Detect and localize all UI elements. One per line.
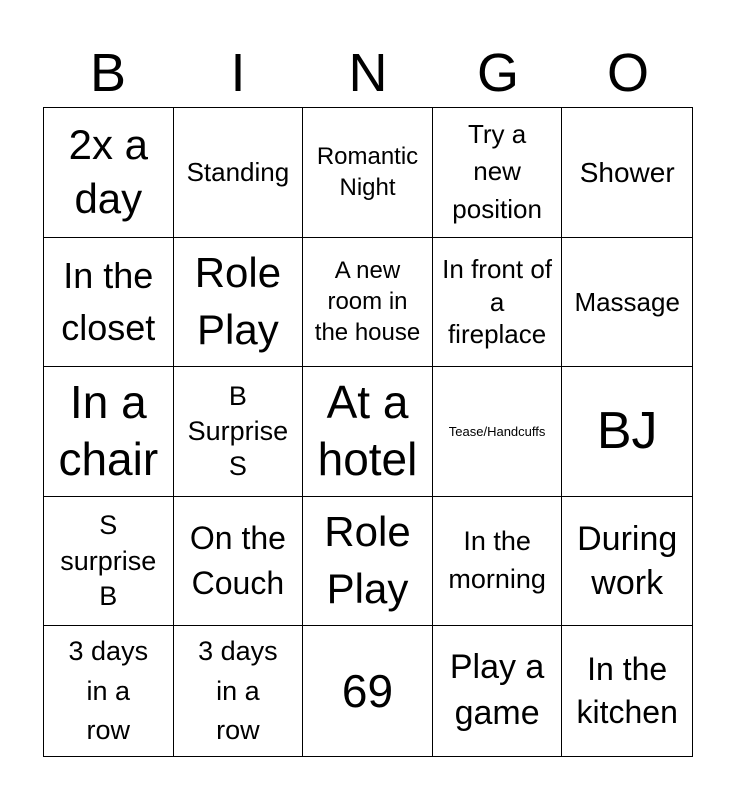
bingo-cell[interactable]: Shower	[562, 108, 692, 238]
bingo-cell[interactable]: A new room in the house	[303, 238, 433, 368]
bingo-cell[interactable]: In front of a fireplace	[433, 238, 563, 368]
bingo-cell[interactable]: Romantic Night	[303, 108, 433, 238]
header-letter-b: B	[89, 43, 127, 103]
bingo-cell[interactable]: Tease/Handcuffs	[433, 367, 563, 497]
header-letter-g: G	[476, 43, 519, 103]
bingo-cell[interactable]: Role Play	[174, 238, 304, 368]
bingo-cell[interactable]: Massage	[562, 238, 692, 368]
bingo-cell[interactable]: Role Play	[303, 497, 433, 627]
bingo-cell[interactable]: BJ	[562, 367, 692, 497]
bingo-cell[interactable]: Play a game	[433, 626, 563, 756]
bingo-cell[interactable]: In the kitchen	[576, 651, 678, 731]
bingo-cell[interactable]: In a chair	[44, 367, 174, 497]
bingo-cell[interactable]: On the Couch	[174, 497, 304, 627]
bingo-cell[interactable]: B Surprise S	[174, 367, 304, 497]
bingo-cell[interactable]: S surprise B	[44, 497, 174, 627]
header-letter-i: I	[230, 43, 246, 103]
bingo-card	[43, 107, 693, 757]
bingo-cell[interactable]: In the closet	[44, 238, 174, 368]
bingo-cell[interactable]: 2x a day	[44, 108, 174, 238]
bingo-cell[interactable]: 69	[303, 626, 433, 756]
bingo-header	[43, 38, 693, 108]
bingo-cell[interactable]: 3 days in a row	[174, 626, 304, 756]
bingo-cell[interactable]: Try a new position	[433, 108, 563, 238]
header-letter-n: N	[348, 43, 388, 103]
bingo-cell[interactable]: During work	[562, 497, 692, 627]
bingo-cell[interactable]: Standing	[174, 108, 304, 238]
bingo-cell[interactable]: At a hotel	[303, 367, 433, 497]
header-letter-o: O	[606, 43, 649, 103]
bingo-cell[interactable]: In the morning	[433, 497, 563, 627]
bingo-cell[interactable]: 3 days in a row	[44, 626, 174, 756]
